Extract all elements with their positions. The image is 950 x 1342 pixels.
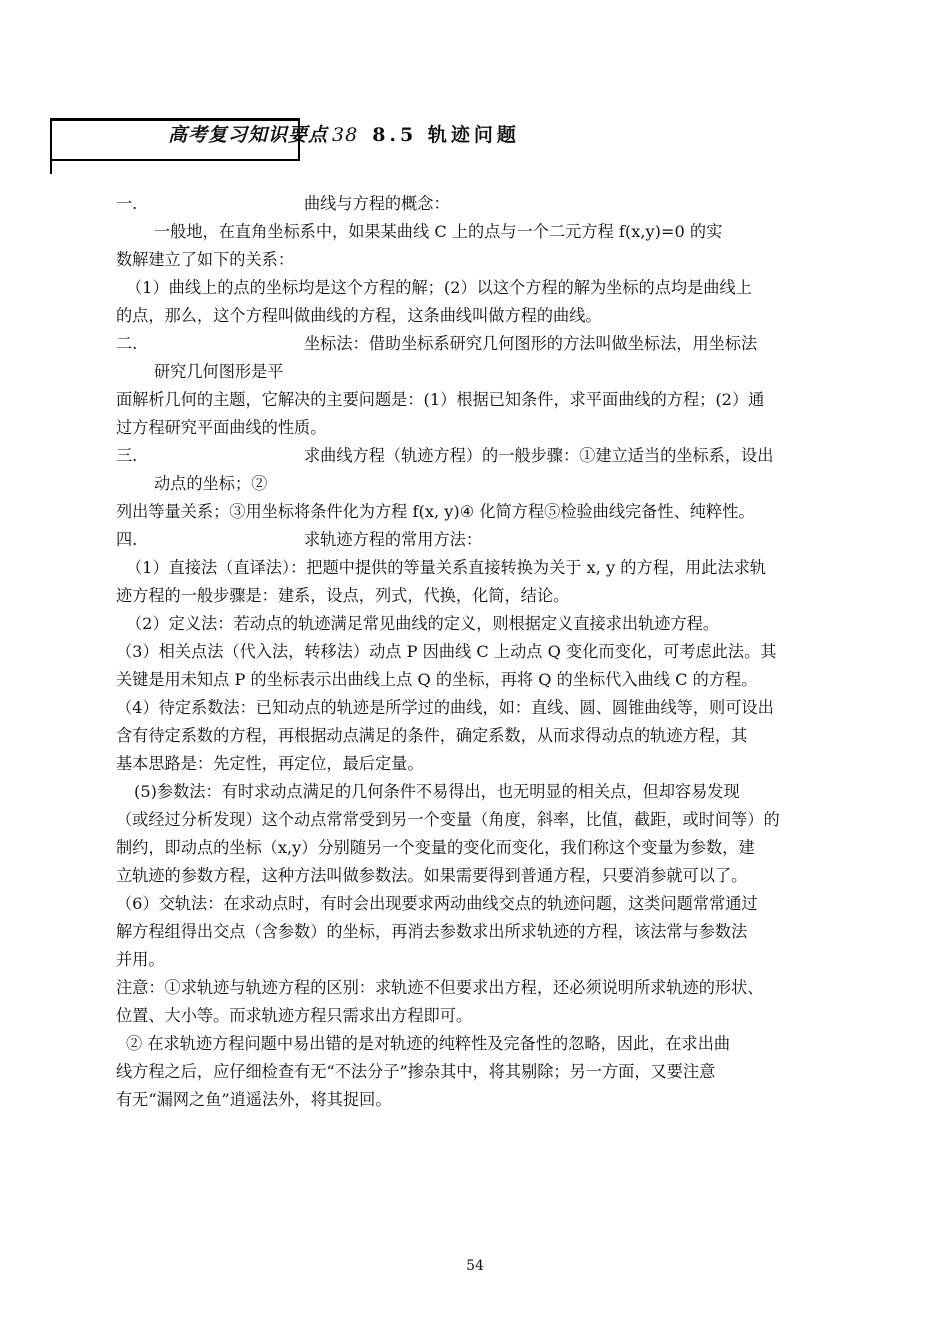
note-2-line: 线方程之后，应仔细检查有无“不法分子”掺杂其中，将其剔除；另一方面，又要注意 <box>116 1062 716 1081</box>
section-label: 二. <box>116 334 138 353</box>
method-4-line: 含有待定系数的方程，再根据动点满足的条件，确定系数，从而求得动点的轨迹方程，其 <box>116 726 748 745</box>
paragraph-line: 一般地，在直角坐标系中，如果某曲线 C 上的点与一个二元方程 f(x,y)=0 的实 <box>154 222 723 241</box>
section-title: 曲线与方程的概念： <box>304 194 450 213</box>
paragraph-line: 过方程研究平面曲线的性质。 <box>116 418 327 437</box>
section-label: 四. <box>116 530 138 549</box>
method-5-line: 制约，即动点的坐标（x,y）分别随另一个变量的变化而变化，我们称这个变量为参数，建 <box>116 838 755 857</box>
paragraph-line: 研究几何图形是平 <box>154 362 284 381</box>
paragraph-line: 列出等量关系；③用坐标将条件化为方程 f(x, y)④ 化简方程⑤检验曲线完备性、纯粹性。 <box>116 502 755 521</box>
paragraph-line: （1）曲线上的点的坐标均是这个方程的解；(2）以这个方程的解为坐标的点均是曲线上 <box>126 278 752 297</box>
method-6-line: 解方程组得出交点（含参数）的坐标，再消去参数求出所求轨迹的方程，该法常与参数法 <box>116 922 748 941</box>
section-label: 三. <box>116 446 138 465</box>
note-2-line: 有无“漏网之鱼”逍遥法外，将其捉回。 <box>116 1090 392 1109</box>
title-text: 高考复习知识要点 <box>168 124 329 146</box>
section-4-heading <box>116 526 846 554</box>
method-3-line: （3）相关点法（代入法，转移法）动点 P 因曲线 C 上动点 Q 变化而变化，可考虑此法。其 <box>116 642 777 661</box>
title-number: 38 <box>332 124 359 146</box>
note-2-line: ② 在求轨迹方程问题中易出错的是对轨迹的纯粹性及完备性的忽略，因此，在求出曲 <box>126 1034 731 1053</box>
paragraph-line: 动点的坐标；② <box>154 474 268 493</box>
page-title <box>168 120 520 147</box>
method-4-line: 基本思路是：先定性，再定位，最后定量。 <box>116 754 424 773</box>
paragraph-line: 的点，那么，这个方程叫做曲线的方程，这条曲线叫做方程的曲线。 <box>116 306 602 325</box>
method-3-line: 关键是用未知点 P 的坐标表示出曲线上点 Q 的坐标，再将 Q 的坐标代入曲线 C 的方程。 <box>116 670 758 689</box>
method-4-line: （4）待定系数法：已知动点的轨迹是所学过的曲线，如：直线、圆、圆锥曲线等，则可设出 <box>116 698 774 717</box>
note-1-line: 注意：①求轨迹与轨迹方程的区别：求轨迹不但要求出方程，还必须说明所求轨迹的形状、 <box>116 978 764 997</box>
chapter-title: 8.5 轨迹问题 <box>372 124 520 146</box>
method-1-line: 迹方程的一般步骤是：建系，设点，列式，代换，化简，结论。 <box>116 586 570 605</box>
section-title: 求曲线方程（轨迹方程）的一般步骤：①建立适当的坐标系，设出 <box>304 446 774 465</box>
method-5-line: （或经过分析发现）这个动点常常受到另一个变量（角度，斜率，比值，截距，或时间等）的 <box>116 810 780 829</box>
page-number: 54 <box>466 1258 484 1274</box>
section-3-heading <box>116 442 846 470</box>
method-5-line: 立轨迹的参数方程，这种方法叫做参数法。如果需要得到普通方程，只要消参就可以了。 <box>116 866 748 885</box>
section-2-heading <box>116 330 846 358</box>
method-6-line: 并用。 <box>116 950 165 969</box>
section-label: 一. <box>116 194 138 213</box>
header-tail-line <box>50 156 52 174</box>
method-5-line: (5)参数法：有时求动点满足的几何条件不易得出，也无明显的相关点，但却容易发现 <box>134 782 740 801</box>
section-title: 求轨迹方程的常用方法： <box>304 530 483 549</box>
paragraph-line: 数解建立了如下的关系： <box>116 250 295 269</box>
section-1-heading <box>116 190 846 218</box>
document-body <box>116 190 846 1114</box>
section-title: 坐标法：借助坐标系研究几何图形的方法叫做坐标法，用坐标法 <box>304 334 758 353</box>
method-6-line: （6）交轨法：在求动点时，有时会出现要求两动曲线交点的轨迹问题，这类问题常常通过 <box>116 894 758 913</box>
paragraph-line: 面解析几何的主题，它解决的主要问题是：(1）根据已知条件，求平面曲线的方程；(2）通 <box>116 390 765 409</box>
method-1-line: （1）直接法（直译法）：把题中提供的等量关系直接转换为关于 x, y 的方程，用此法求轨 <box>126 558 766 577</box>
note-1-line: 位置、大小等。而求轨迹方程只需求出方程即可。 <box>116 1006 473 1025</box>
method-2-line: （2）定义法：若动点的轨迹满足常见曲线的定义，则根据定义直接求出轨迹方程。 <box>126 614 720 633</box>
